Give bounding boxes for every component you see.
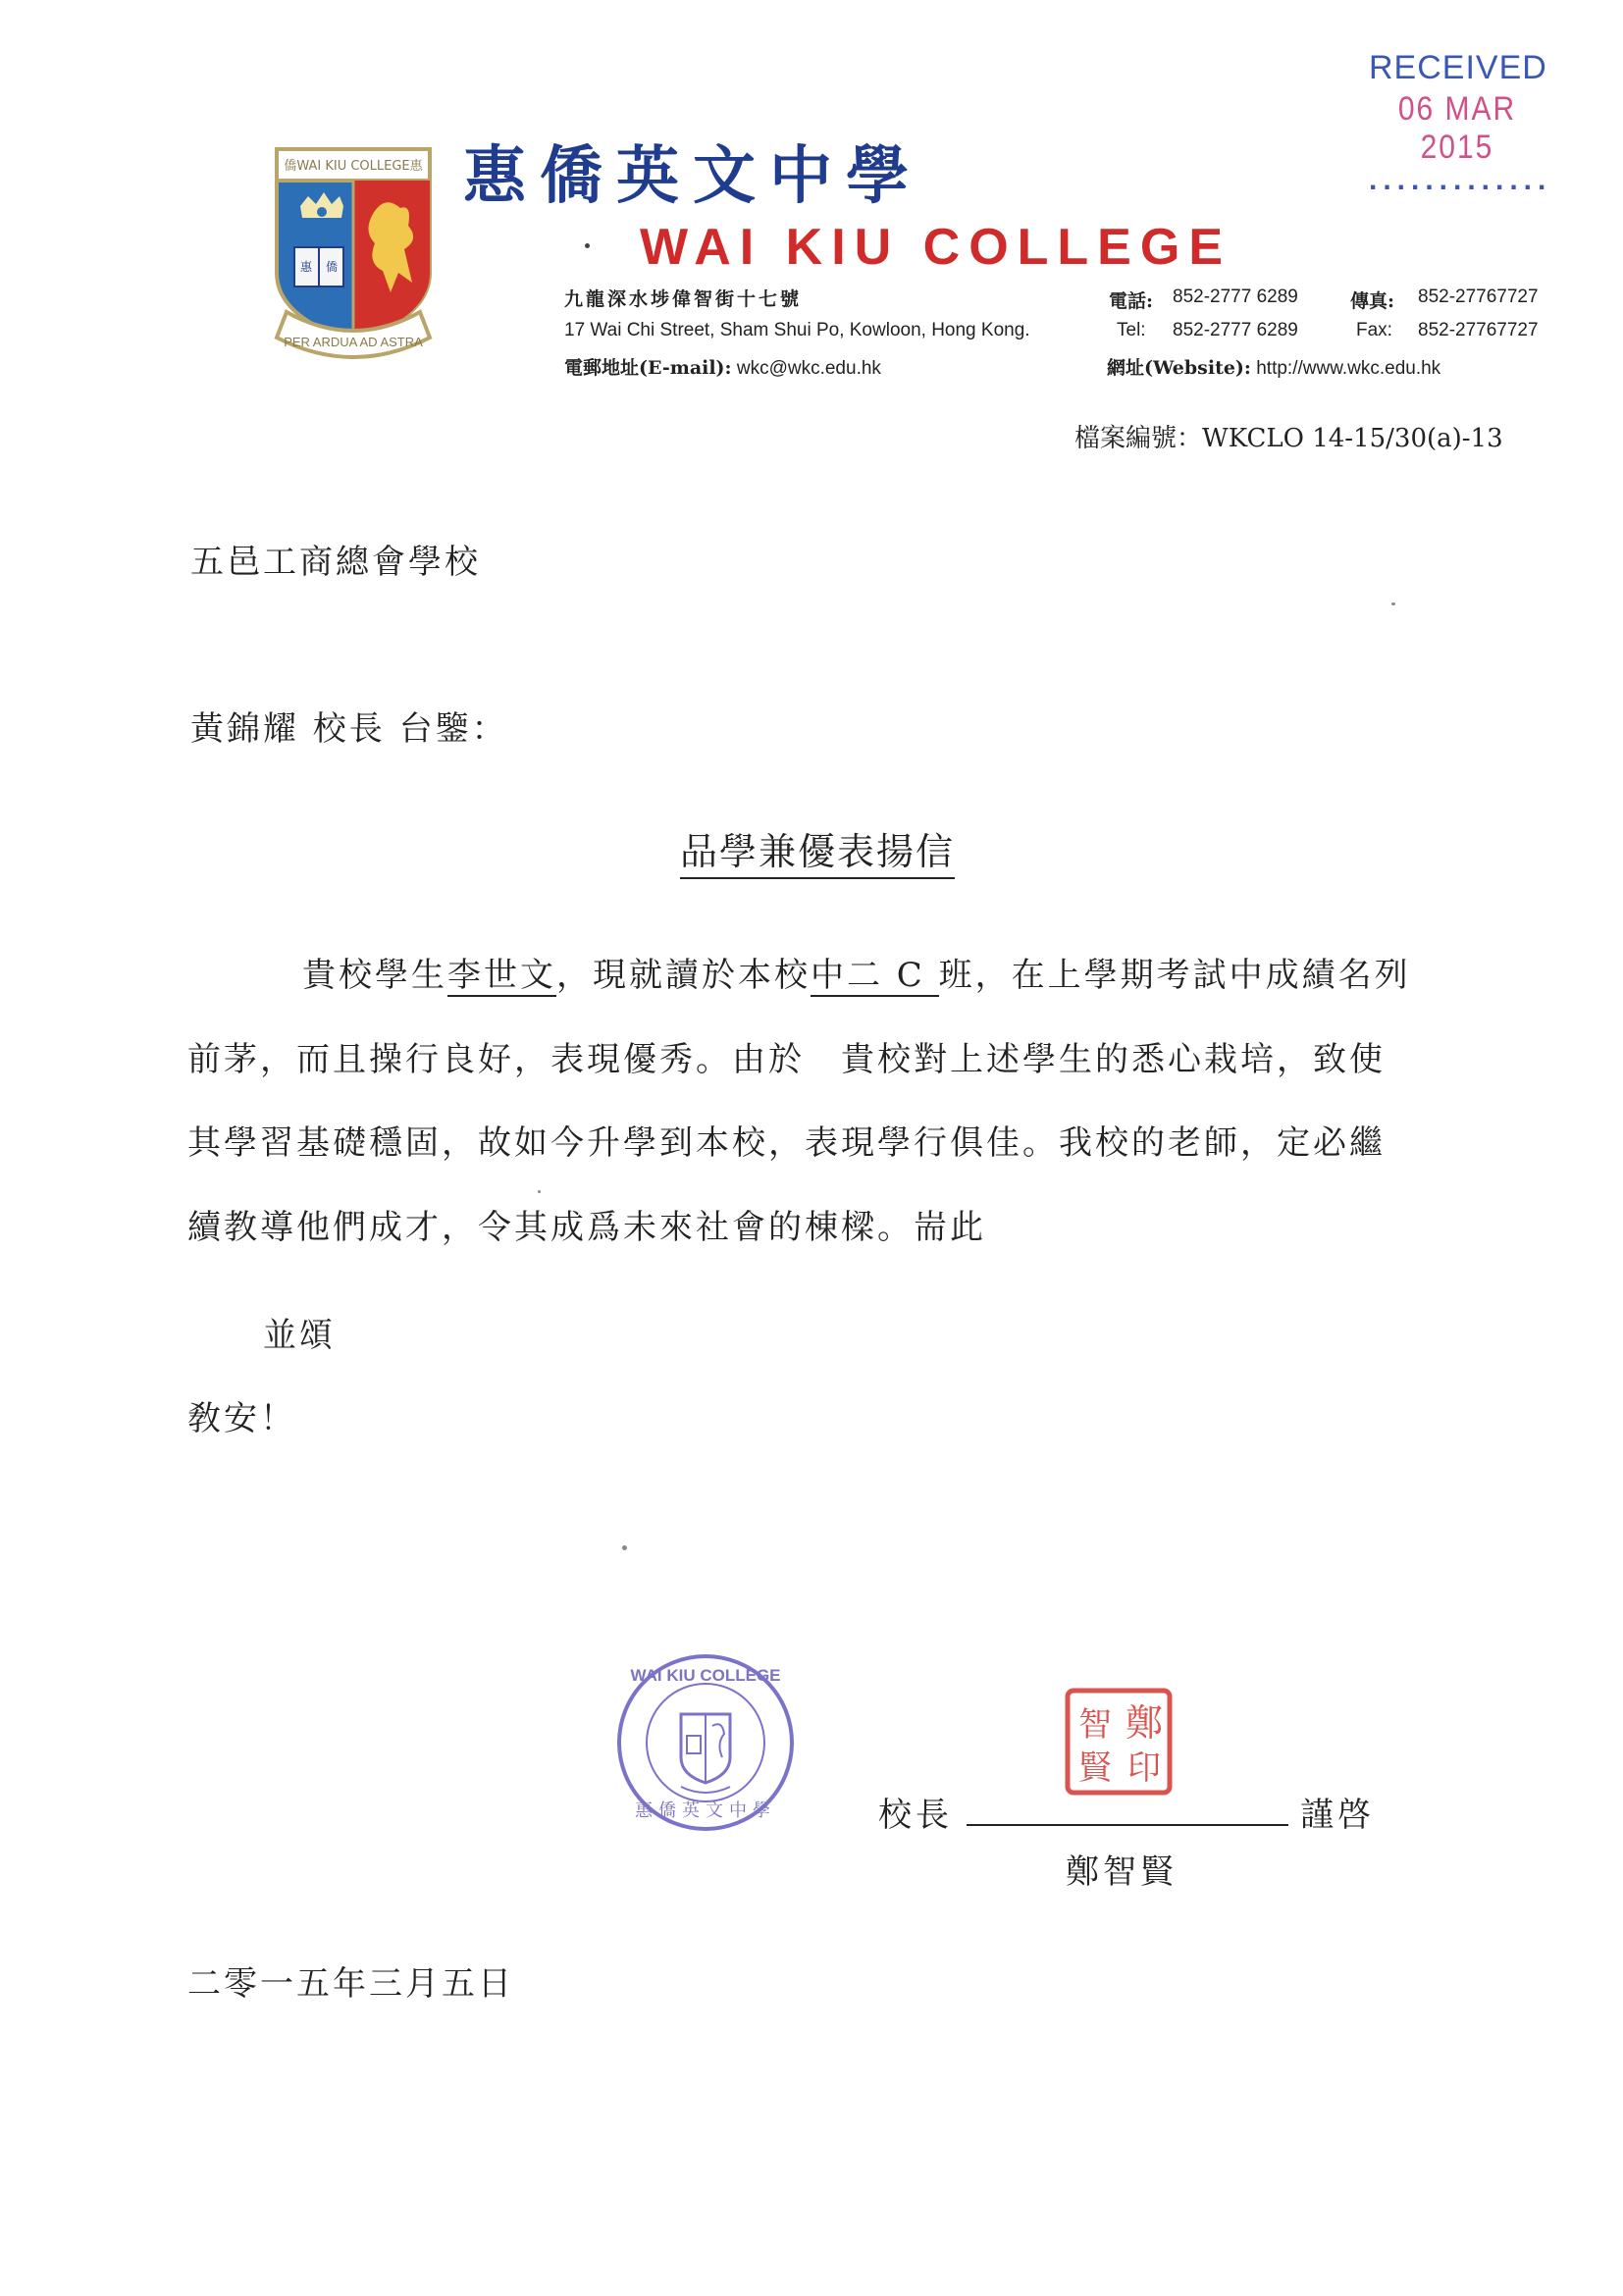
address-chinese: 九龍深水埗偉智街十七號	[564, 288, 803, 310]
website-line	[1107, 353, 1440, 380]
tel-cn-label: 電話:	[1109, 290, 1154, 312]
file-number: 檔案編號：WKCLO 14-15/30(a)-13	[1074, 424, 1503, 453]
closing-line-2: 敎安！	[187, 1399, 296, 1438]
body-line-1-b: ，現就讀於本校	[556, 956, 811, 995]
fax-cn-label: 傳真:	[1350, 290, 1395, 312]
body-line-4: 續教導他們成才，令其成爲未來社會的棟樑。耑此	[187, 1208, 986, 1247]
received-stamp-date: 06 MAR 2015	[1397, 89, 1517, 166]
tel-en-value: 852-2777 6289	[1173, 320, 1298, 340]
closing-line-1: 並頌	[263, 1316, 336, 1355]
email-value[interactable]: wkc@wkc.edu.hk	[736, 358, 881, 379]
svg-text:惠: 惠	[299, 260, 313, 274]
website-label: 網址(Website):	[1107, 357, 1251, 379]
received-stamp	[1369, 49, 1552, 197]
svg-text:僑: 僑	[325, 260, 339, 274]
signature-line	[967, 1824, 1288, 1826]
email-label: 電郵地址(E-mail):	[564, 357, 732, 379]
principal-seal-icon	[1062, 1685, 1176, 1799]
tel-cn-value: 852-2777 6289	[1173, 287, 1298, 307]
scan-speck	[538, 1190, 541, 1193]
school-crest-icon	[265, 145, 451, 371]
divider-dot	[585, 243, 590, 248]
class-name: 中二 C	[811, 956, 939, 995]
school-name-english: WAI KIU COLLEGE	[640, 219, 1231, 276]
svg-text:智: 智	[1078, 1705, 1112, 1745]
crest-banner-text: 僑WAI KIU COLLEGE惠	[284, 159, 423, 174]
received-stamp-title: RECEIVED	[1369, 49, 1547, 86]
body-line-1	[302, 948, 1411, 996]
school-name-chinese: 惠僑英文中學	[463, 139, 922, 213]
recipient-school: 五邑工商總會學校	[190, 543, 481, 582]
letter-date: 二零一五年三月五日	[187, 1964, 514, 2004]
svg-text:賢: 賢	[1078, 1748, 1112, 1788]
scan-speck	[622, 1545, 627, 1550]
fax-en-value: 852-27767727	[1418, 320, 1539, 340]
tel-en-label: Tel:	[1117, 320, 1146, 340]
address-english: 17 Wai Chi Street, Sham Shui Po, Kowloon, Hong Kong.	[564, 320, 1030, 340]
school-seal-icon	[614, 1651, 797, 1834]
respect-closing: 謹啓	[1300, 1796, 1375, 1835]
body-line-3: 其學習基礎穩固，故如今升學到本校，表現學行俱佳。我校的老師，定必繼	[187, 1123, 1386, 1163]
body-line-1-a: 貴校學生	[302, 956, 447, 995]
fax-en-label: Fax:	[1356, 320, 1392, 340]
letter-title: 品學兼優表揚信	[680, 821, 955, 879]
svg-text:惠僑英文中學: 惠僑英文中學	[635, 1800, 776, 1821]
scan-speck	[1391, 602, 1395, 605]
website-value[interactable]: http://www.wkc.edu.hk	[1256, 358, 1441, 379]
crest-motto-text: PER ARDUA AD ASTRA	[284, 335, 423, 349]
salutation: 黃錦耀 校長 台鑒：	[190, 709, 508, 749]
fax-cn-value: 852-27767727	[1418, 287, 1539, 307]
student-name: 李世文	[447, 956, 556, 995]
svg-text:印: 印	[1127, 1748, 1161, 1788]
svg-text:鄭: 鄭	[1125, 1701, 1164, 1745]
body-line-1-c: 班，在上學期考試中成績名列	[938, 956, 1411, 995]
email-line	[564, 353, 881, 380]
body-line-2: 前茅，而且操行良好，表現優秀。由於 貴校對上述學生的悉心栽培，致使	[187, 1040, 1386, 1079]
svg-text:WAI KIU COLLEGE: WAI KIU COLLEGE	[630, 1666, 781, 1685]
principal-name: 鄭智賢	[1066, 1852, 1178, 1892]
principal-label: 校長	[878, 1796, 953, 1835]
received-stamp-dots: .............	[1369, 164, 1552, 196]
